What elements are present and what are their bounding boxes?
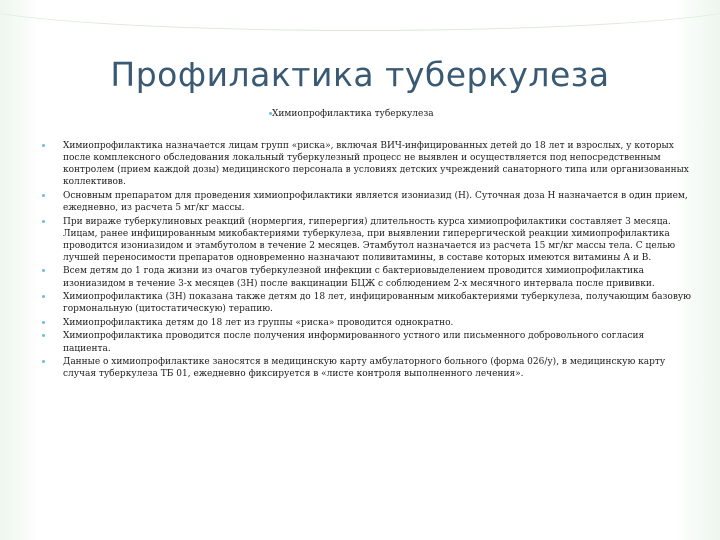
slide-subtitle: Химиопрофилактика туберкулеза xyxy=(272,109,434,119)
list-item xyxy=(63,330,693,354)
list-item xyxy=(63,317,693,329)
bullet-icon xyxy=(42,360,45,363)
list-item xyxy=(63,190,693,214)
list-item xyxy=(63,216,693,264)
bullet-icon xyxy=(42,295,45,298)
top-decor-curve xyxy=(0,0,720,31)
bullet-icon xyxy=(42,220,45,223)
list-item xyxy=(63,140,693,188)
list-item xyxy=(63,291,693,315)
bullet-icon xyxy=(42,144,45,147)
slide-title: Профилактика туберкулеза xyxy=(110,55,610,94)
list-item-text: Химиопрофилактика проводится после получения информированного устного или письменного добровольного согласия пациента. xyxy=(63,331,645,354)
list-item-text: Данные о химиопрофилактике заносятся в медицинскую карту амбулаторного больного (форма 026/у), в медицинскую карту случая туберкулеза ТБ 01, ежедневно фиксируется в «листе контроля выполненного лечения». xyxy=(63,357,666,380)
bullet-icon xyxy=(42,334,45,337)
bullet-icon xyxy=(42,321,45,324)
list-item-text: При вираже туберкулиновых реакций (нормергия, гиперергия) длительность курса химиопрофилактики составляет 3 месяца. Лицам, ранее инфицированным микобактериями туберкулеза, при выявлении гиперергической реакции химиопрофилактика проводится изониазидом и этамбутолом в течение 2 месяцев. Этамбутол назначается из расчета 15 мг/кг массы тела. С целью лучшей переносимости препаратов одновременно назначают поливитамины, в составе которых имеются витамины А и В. xyxy=(63,216,676,263)
bullet-icon xyxy=(42,194,45,197)
bullet-icon xyxy=(42,269,45,272)
list-item-text: Всем детям до 1 года жизни из очагов туберкулезной инфекции с бактериовыделением проводится химиопрофилактика изониазидом в течение 3-х месяцев (3Н) после вакцинации БЦЖ с соблюдением 2-х месячного интервала после прививки. xyxy=(63,266,655,289)
list-item xyxy=(63,356,693,380)
list-item-text: Химиопрофилактика назначается лицам групп «риска», включая ВИЧ-инфицированных детей до 18 лет и взрослых, у которых после комплексного обследования локальный туберкулезный процесс не выявлен и осуществляется под непосредственным контролем (прием каждой дозы) медицинского персонала в условиях детских учреждений санаторного типа или организованных коллективов. xyxy=(63,141,689,188)
list-item-text: Основным препаратом для проведения химиопрофилактики является изониазид (Н). Суточная доза Н назначается в один прием, ежедневно, из расчета 5 мг/кг массы. xyxy=(63,190,688,213)
bullet-list xyxy=(63,140,693,382)
list-item-text: Химиопрофилактика (3Н) показана также детям до 18 лет, инфицированным микобактериями туберкулеза, получающим базовую гормональную (цитостатическую) терапию. xyxy=(63,292,692,315)
list-item xyxy=(63,265,693,289)
list-item-text: Химиопрофилактика детям до 18 лет из группы «риска» проводится однократно. xyxy=(63,317,454,328)
